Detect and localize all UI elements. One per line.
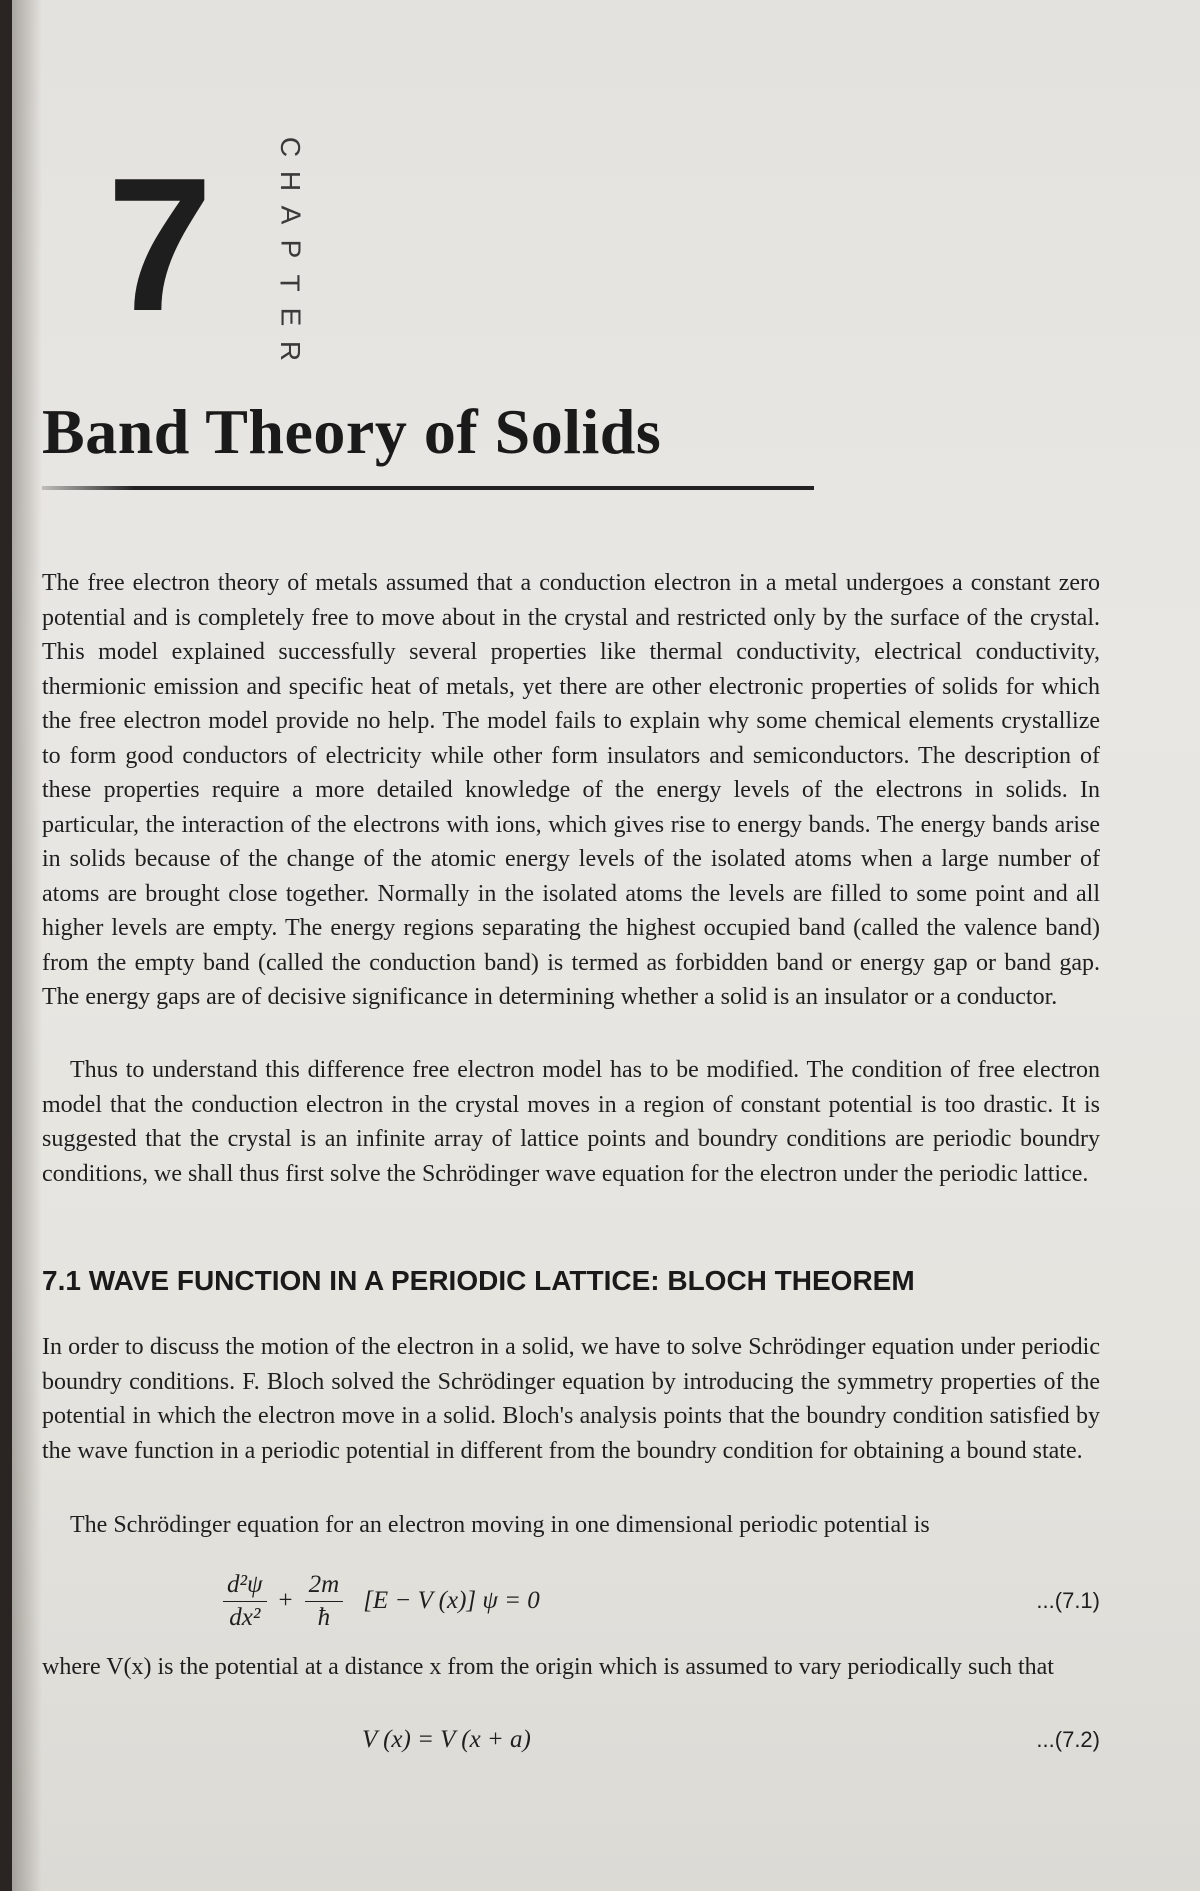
fraction-denominator: dx² bbox=[229, 1603, 261, 1631]
chapter-number: 7 bbox=[107, 139, 213, 351]
section-paragraph-1: In order to discuss the motion of the electron in a solid, we have to solve Schrödinger equation under periodic boundry conditions. F. Bloch solved the Schrödinger equation by introducing the symmetry properties of the potential in which the electron move in a solid. Bloch's analysis points that the boundry condition satisfied by the wave function in a periodic potential in different from the boundry condition for obtaining a bound state. bbox=[42, 1334, 1100, 1464]
equation-number: ...(7.2) bbox=[1036, 1727, 1100, 1752]
section-paragraph-2: The Schrödinger equation for an electron moving in one dimensional periodic potential is bbox=[70, 1512, 930, 1538]
section-heading: 7.1 WAVE FUNCTION IN A PERIODIC LATTICE: BLOCH THEOREM bbox=[42, 1265, 915, 1296]
section-paragraph-3: where V(x) is the potential at a distance x from the origin which is assumed to vary periodically such that bbox=[42, 1654, 1054, 1680]
chapter-label-vertical bbox=[270, 130, 310, 368]
equation-7-2 bbox=[42, 1720, 1100, 1760]
equation-rest: [E − V (x)] ψ = 0 bbox=[363, 1587, 540, 1614]
chapter-letter: H bbox=[274, 170, 306, 192]
equation-number: ...(7.1) bbox=[1036, 1588, 1100, 1613]
fraction-denominator: ħ bbox=[317, 1603, 331, 1631]
chapter-letter: C bbox=[274, 136, 306, 158]
chapter-letter: A bbox=[275, 205, 306, 225]
chapter-letter: P bbox=[275, 239, 306, 259]
fraction-numerator: 2m bbox=[305, 1571, 344, 1602]
equation-body bbox=[217, 1566, 540, 1636]
equation-body bbox=[362, 1720, 531, 1760]
page-binding-shadow bbox=[12, 0, 42, 1891]
title-underline-rule bbox=[42, 486, 814, 490]
fraction-mass-term bbox=[305, 1571, 344, 1631]
equation-7-1 bbox=[42, 1566, 1100, 1636]
fraction-second-derivative bbox=[223, 1571, 267, 1631]
intro-paragraph-2: Thus to understand this difference free electron model has to be modified. The condition of free electron model that the conduction electron in the crystal moves in a region of constant potential is too drastic. It is suggested that the crystal is an infinite array of lattice points and boundry conditions are periodic boundry conditions, we shall thus first solve the Schrödinger wave equation for the electron under the periodic lattice. bbox=[42, 1057, 1100, 1187]
book-page bbox=[12, 0, 1200, 1891]
intro-paragraph-1: The free electron theory of metals assumed that a conduction electron in a metal undergoes a constant zero potential and is completely free to move about in the crystal and restricted only by the surface of the crystal. This model explained successfully several properties like thermal conductivity, electrical conductivity, thermionic emission and specific heat of metals, yet there are other electronic properties of solids for which the free electron model provide no help. The model fails to explain why some chemical elements crystallize to form good conductors of electricity while other form insulators and semiconductors. The description of these properties require a more detailed knowledge of the energy levels of the electrons in solids. In particular, the interaction of the electrons with ions, which gives rise to energy bands. The energy bands arise in solids because of the change of the atomic energy levels of the isolated atoms when a large number of atoms are brought close together. Normally in the isolated atoms the levels are filled to some point and all higher levels are empty. The energy regions separating the highest occupied band (called the valence band) from the empty band (called the conduction band) is termed as forbidden band or energy gap or band gap. The energy gaps are of decisive significance in determining whether a solid is an insulator or a conductor. bbox=[42, 570, 1100, 1010]
fraction-numerator: d²ψ bbox=[223, 1571, 267, 1602]
plus-operator: + bbox=[278, 1587, 293, 1614]
chapter-title: Band Theory of Solids bbox=[42, 396, 662, 467]
chapter-letter: R bbox=[274, 340, 306, 362]
chapter-letter: T bbox=[274, 274, 306, 292]
chapter-letter: E bbox=[275, 307, 306, 327]
equation-expression: V (x) = V (x + a) bbox=[362, 1726, 531, 1753]
